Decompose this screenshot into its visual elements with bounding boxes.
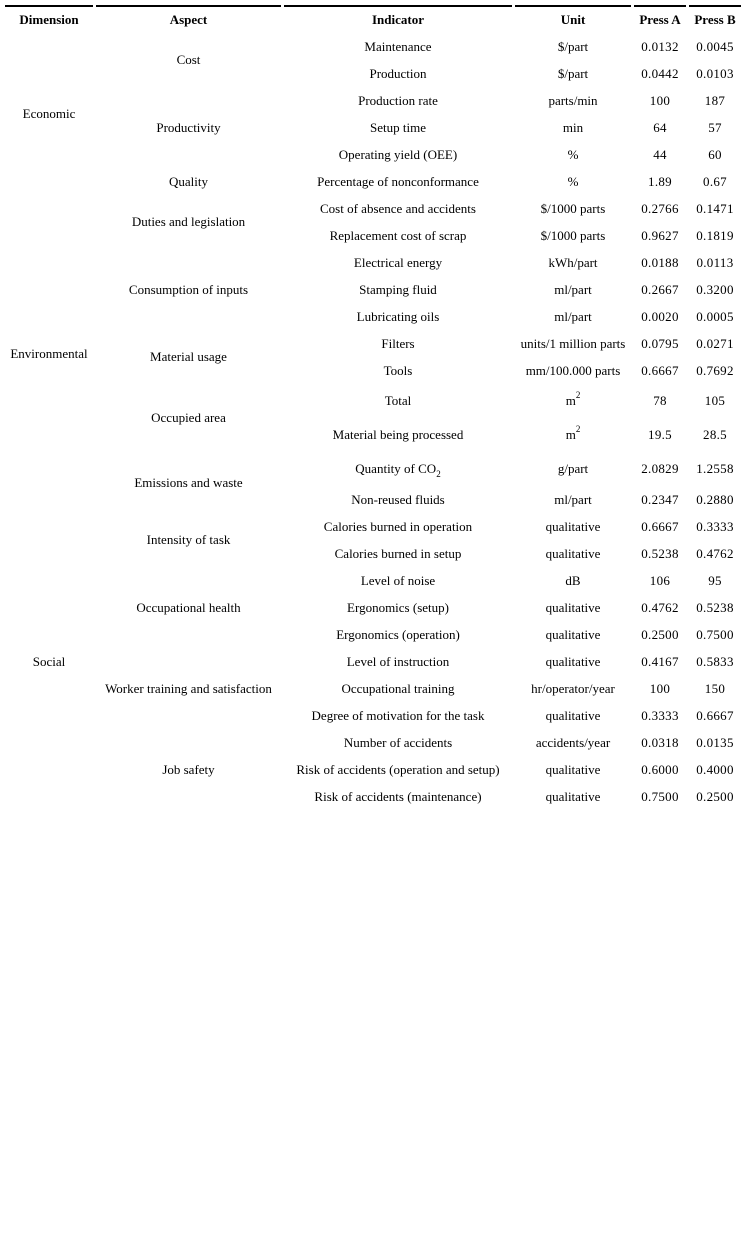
indicator-cell: Occupational training [341, 680, 455, 696]
indicator-cell: Cost of absence and accidents [320, 200, 476, 216]
table-row [5, 729, 741, 756]
aspect-quality: Quality [169, 173, 208, 189]
unit-cell: qualitative [545, 788, 601, 804]
press-a-value: 0.6667 [641, 362, 679, 378]
press-b-value: 0.3333 [696, 518, 734, 534]
unit-cell: parts/min [548, 92, 598, 108]
indicator-cell: Risk of accidents (operation and setup) [296, 761, 500, 777]
press-a-value: 0.2500 [641, 626, 679, 642]
press-b-value: 105 [704, 393, 726, 408]
header-press-a: Press A [634, 5, 686, 33]
indicator-cell: Percentage of nonconformance [317, 173, 479, 189]
aspect-training: Worker training and satisfaction [105, 680, 272, 696]
header-aspect: Aspect [96, 5, 281, 33]
press-b-value: 0.2880 [696, 491, 734, 507]
unit-cell: kWh/part [548, 254, 598, 270]
press-a-value: 78 [653, 393, 667, 408]
press-a-value: 2.0829 [641, 461, 679, 476]
indicator-cell: Calories burned in setup [334, 545, 462, 561]
unit-cell: min [562, 119, 584, 135]
indicator-cell: Replacement cost of scrap [329, 227, 467, 243]
press-b-value: 0.0045 [696, 38, 734, 54]
press-a-value: 0.0795 [641, 335, 679, 351]
press-b-value: 0.5238 [696, 599, 734, 615]
press-a-value: 0.2667 [641, 281, 679, 297]
indicator-cell: Production [369, 65, 427, 81]
press-a-value: 1.89 [648, 173, 672, 189]
unit-base: m [565, 393, 576, 408]
press-a-value: 0.9627 [641, 227, 679, 243]
press-b-value: 0.4762 [696, 545, 734, 561]
indicator-cell: Risk of accidents (maintenance) [314, 788, 482, 804]
unit-cell: dB [565, 572, 581, 588]
dimension-economic: Economic [22, 106, 76, 121]
press-b-value: 0.0113 [696, 254, 734, 270]
unit-cell: qualitative [545, 626, 601, 642]
press-b-value: 0.0135 [696, 734, 734, 750]
header-press-b: Press B [689, 5, 741, 33]
press-b-value: 28.5 [703, 427, 727, 442]
table-row [5, 249, 741, 276]
press-b-value: 0.4000 [696, 761, 734, 777]
indicator-cell: Production rate [358, 92, 438, 108]
press-a-value: 100 [649, 92, 671, 108]
unit-cell: ml/part [554, 308, 592, 324]
indicator-cell: Tools [383, 362, 413, 378]
press-a-value: 0.4167 [641, 653, 679, 669]
indicators-table [2, 5, 744, 810]
aspect-health: Occupational health [136, 599, 241, 615]
unit-cell: units/1 million parts [520, 335, 626, 351]
unit-cell: accidents/year [535, 734, 611, 750]
press-a-value: 19.5 [648, 427, 672, 442]
press-a-value: 0.0132 [641, 38, 679, 54]
header-dimension: Dimension [5, 5, 93, 33]
indicator-cell: Ergonomics (setup) [347, 599, 449, 615]
table-row [5, 195, 741, 222]
press-a-value: 100 [649, 680, 671, 696]
unit-cell [515, 384, 631, 418]
press-a-value: 0.5238 [641, 545, 679, 561]
unit-cell: qualitative [545, 599, 601, 615]
unit-cell: qualitative [545, 707, 601, 723]
table-row [5, 330, 741, 357]
indicator-cell: Number of accidents [343, 734, 453, 750]
unit-cell: $/1000 parts [540, 227, 606, 243]
press-b-value: 0.6667 [696, 707, 734, 723]
indicator-cell: Stamping fluid [359, 281, 437, 297]
press-a-value: 0.0442 [641, 65, 679, 81]
press-a-value: 0.2766 [641, 200, 679, 216]
press-b-value: 0.7500 [696, 626, 734, 642]
indicator-cell: Lubricating oils [356, 308, 440, 324]
press-a-value: 0.6667 [641, 518, 679, 534]
indicator-cell: Setup time [370, 119, 426, 135]
press-a-value: 44 [653, 146, 667, 162]
indicator-cell: Material being processed [332, 427, 464, 442]
header-unit: Unit [515, 5, 631, 33]
unit-cell: mm/100.000 parts [525, 362, 621, 378]
aspect-intensity: Intensity of task [146, 532, 231, 547]
table-row [5, 648, 741, 675]
table-row [5, 33, 741, 60]
press-a-value: 0.0188 [641, 254, 679, 270]
indicator-cell: Maintenance [364, 38, 432, 54]
press-b-value: 0.2500 [696, 788, 734, 804]
table-row [5, 567, 741, 594]
unit-cell: qualitative [545, 653, 601, 669]
indicator-subscript: 2 [436, 469, 441, 479]
dimension-environmental: Environmental [10, 346, 88, 361]
press-b-value: 0.0005 [696, 308, 734, 324]
aspect-duties: Duties and legislation [131, 214, 246, 229]
aspect-material: Material usage [150, 349, 227, 364]
unit-cell: ml/part [554, 491, 592, 507]
indicator-cell: Ergonomics (operation) [336, 626, 460, 642]
press-a-value: 0.4762 [641, 599, 679, 615]
unit-cell: ml/part [554, 281, 592, 297]
unit-cell: hr/operator/year [531, 680, 615, 696]
unit-cell: qualitative [545, 518, 601, 534]
press-a-value: 64 [653, 119, 667, 135]
unit-superscript: 2 [575, 390, 581, 400]
aspect-productivity: Productivity [156, 119, 221, 135]
press-b-value: 0.0103 [696, 65, 734, 81]
aspect-consumption: Consumption of inputs [128, 281, 249, 297]
aspect-cost: Cost [176, 52, 201, 67]
aspect-area: Occupied area [151, 410, 226, 425]
indicator-cell: Degree of motivation for the task [311, 707, 485, 723]
aspect-safety: Job safety [162, 761, 215, 777]
indicator-cell: Filters [381, 335, 415, 351]
indicator-cell: Electrical energy [353, 254, 443, 270]
indicator-cell: Non-reused fluids [351, 491, 445, 507]
header-indicator: Indicator [284, 5, 512, 33]
indicator-base: Quantity of CO [355, 461, 437, 476]
unit-cell: g/part [557, 461, 589, 476]
press-a-value: 0.6000 [641, 761, 679, 777]
press-a-value: 0.7500 [641, 788, 679, 804]
press-a-value: 106 [649, 572, 671, 588]
press-a-value: 0.0318 [641, 734, 679, 750]
press-b-value: 150 [704, 680, 726, 696]
table-row [5, 384, 741, 418]
unit-cell: qualitative [545, 545, 601, 561]
press-b-value: 95 [708, 572, 722, 588]
press-b-value: 0.1471 [696, 200, 734, 216]
press-b-value: 0.7692 [696, 362, 734, 378]
aspect-emissions: Emissions and waste [134, 474, 243, 490]
unit-superscript: 2 [575, 424, 581, 434]
dimension-social: Social [32, 653, 66, 669]
unit-cell: % [567, 146, 579, 162]
press-b-value: 0.0271 [696, 335, 734, 351]
press-b-value: 0.3200 [696, 281, 734, 297]
indicator-cell: Calories burned in operation [323, 518, 473, 534]
unit-cell: % [567, 173, 579, 189]
press-b-value: 0.5833 [696, 653, 734, 669]
table-row [5, 513, 741, 540]
indicator-cell: Level of noise [360, 572, 436, 588]
unit-cell [515, 418, 631, 452]
unit-base: m [565, 427, 576, 442]
press-a-value: 0.2347 [641, 491, 679, 507]
press-a-value: 0.0020 [641, 308, 679, 324]
table-row [5, 452, 741, 486]
press-b-value: 57 [708, 119, 722, 135]
indicator-cell [284, 452, 512, 486]
table-row [5, 87, 741, 114]
header-row [5, 5, 741, 33]
indicator-cell: Level of instruction [346, 653, 450, 669]
unit-cell: $/part [557, 38, 589, 54]
unit-cell: $/part [557, 65, 589, 81]
press-b-value: 1.2558 [696, 461, 734, 476]
press-a-value: 0.3333 [641, 707, 679, 723]
press-b-value: 60 [708, 146, 722, 162]
press-b-value: 0.1819 [696, 227, 734, 243]
table-row [5, 168, 741, 195]
unit-cell: qualitative [545, 761, 601, 777]
press-b-value: 187 [704, 92, 726, 108]
press-b-value: 0.67 [703, 173, 727, 189]
indicator-cell: Operating yield (OEE) [338, 146, 458, 162]
unit-cell: $/1000 parts [540, 200, 606, 216]
indicator-cell: Total [384, 393, 412, 408]
